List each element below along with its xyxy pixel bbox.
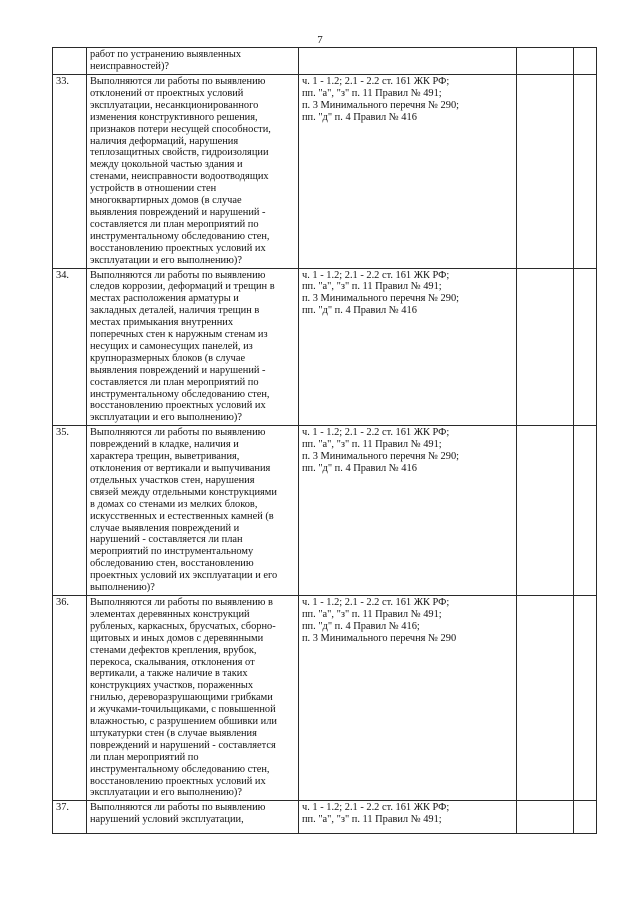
table-row xyxy=(53,801,597,834)
table-row xyxy=(53,595,597,800)
answer-cell xyxy=(517,801,574,834)
table-row xyxy=(53,48,597,75)
question-text: Выполняются ли работы по выявлению повреждений в кладке, наличия и характера трещин, выветривания, отклонения от вертикали и выпучивания отдельных участков стен, нарушения связей между отдельными конструкциями в домах со стенами из мелких блоков, искусственных и естественных камней (в случае выявления повреждений и нарушений - составляется ли план мероприятий по инструментальному обследованию стен, восстановлению проектных условий их эксплуатации и его выполнению)? xyxy=(87,426,299,596)
note-cell xyxy=(574,48,597,75)
note-cell xyxy=(574,595,597,800)
legal-references xyxy=(299,48,517,75)
answer-cell xyxy=(517,595,574,800)
question-text: Выполняются ли работы по выявлению в элементах деревянных конструкций рубленых, каркасных, брусчатых, сборно- щитовых и иных домов с деревянными стенами дефектов крепления, врубок, перекоса, скалывания, отклонения от вертикали, а также наличие в таких конструкциях участков, пораженных гнилью, дереворазрушающими грибками и жучками-точильщиками, с повышенной влажностью, с разрушением обшивки или штукатурки стен (в случае выявления повреждений и нарушений - составляется ли план мероприятий по инструментальному обследованию стен, восстановлению проектных условий их эксплуатации и его выполнению)? xyxy=(87,595,299,800)
table-row xyxy=(53,268,597,426)
note-cell xyxy=(574,426,597,596)
legal-references: ч. 1 - 1.2; 2.1 - 2.2 ст. 161 ЖК РФ; пп. "а", "з" п. 11 Правил № 491; п. 3 Минимального перечня № 290; пп. "д" п. 4 Правил № 416 xyxy=(299,426,517,596)
row-number: 37. xyxy=(53,801,87,834)
table-row xyxy=(53,426,597,596)
page-number: 7 xyxy=(317,34,323,46)
answer-cell xyxy=(517,268,574,426)
question-text: Выполняются ли работы по выявлению отклонений от проектных условий эксплуатации, несанкционированного изменения конструктивного решения, признаков потери несущей способности, наличия деформаций, нарушения теплозащитных свойств, гидроизоляции между цокольной частью здания и стенами, неисправности водоотводящих устройств в отношении стен многоквартирных домов (в случае выявления повреждений и нарушений - составляется ли план мероприятий по инструментальному обследованию стен, восстановлению проектных условий их эксплуатации и его выполнению)? xyxy=(87,75,299,269)
note-cell xyxy=(574,801,597,834)
row-number: 36. xyxy=(53,595,87,800)
answer-cell xyxy=(517,426,574,596)
note-cell xyxy=(574,75,597,269)
question-text: работ по устранению выявленных неисправностей)? xyxy=(87,48,299,75)
row-number: 35. xyxy=(53,426,87,596)
checklist-table xyxy=(52,47,597,834)
question-text: Выполняются ли работы по выявлению нарушений условий эксплуатации, xyxy=(87,801,299,834)
legal-references: ч. 1 - 1.2; 2.1 - 2.2 ст. 161 ЖК РФ; пп. "а", "з" п. 11 Правил № 491; п. 3 Минимального перечня № 290; пп. "д" п. 4 Правил № 416 xyxy=(299,268,517,426)
note-cell xyxy=(574,268,597,426)
legal-references: ч. 1 - 1.2; 2.1 - 2.2 ст. 161 ЖК РФ; пп. "а", "з" п. 11 Правил № 491; п. 3 Минимального перечня № 290; пп. "д" п. 4 Правил № 416 xyxy=(299,75,517,269)
legal-references: ч. 1 - 1.2; 2.1 - 2.2 ст. 161 ЖК РФ; пп. "а", "з" п. 11 Правил № 491; пп. "д" п. 4 Правил № 416; п. 3 Минимального перечня № 290 xyxy=(299,595,517,800)
answer-cell xyxy=(517,48,574,75)
row-number: 33. xyxy=(53,75,87,269)
row-number xyxy=(53,48,87,75)
question-text: Выполняются ли работы по выявлению следов коррозии, деформаций и трещин в местах расположения арматуры и закладных деталей, наличия трещин в местах примыкания внутренних поперечных стен к наружным стенам из несущих и самонесущих панелей, из крупноразмерных блоков (в случае выявления повреждений и нарушений - составляется ли план мероприятий по инструментальному обследованию стен, восстановлению проектных условий их эксплуатации и его выполнению)? xyxy=(87,268,299,426)
row-number: 34. xyxy=(53,268,87,426)
legal-references: ч. 1 - 1.2; 2.1 - 2.2 ст. 161 ЖК РФ; пп. "а", "з" п. 11 Правил № 491; xyxy=(299,801,517,834)
answer-cell xyxy=(517,75,574,269)
table-row xyxy=(53,75,597,269)
